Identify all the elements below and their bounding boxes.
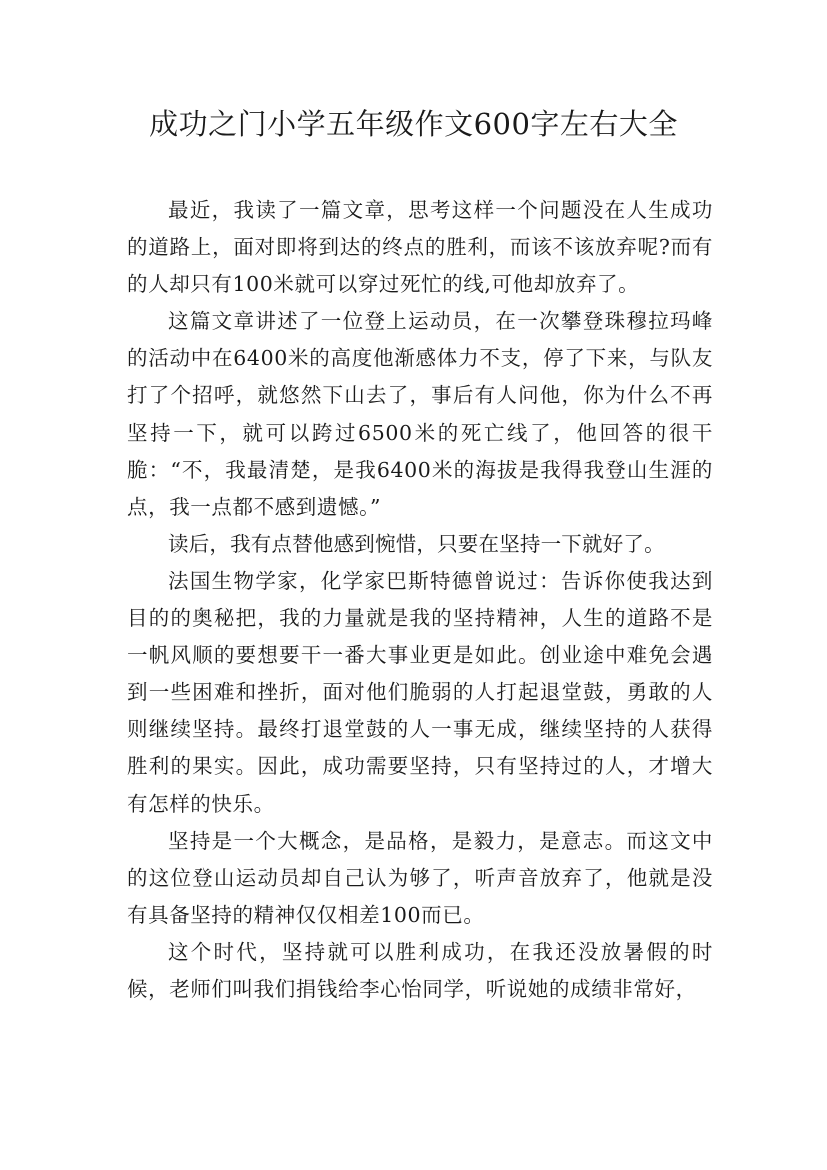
paragraph-4: 法国生物学家，化学家巴斯特德曾说过：告诉你使我达到目的的奥秘把，我的力量就是我的坚持精神，人生的道路不是一帆风顺的要想要干一番大事业更是如此。创业途中难免会遇到一些困难和挫折，面对他们脆弱的人打起退堂鼓，勇敢的人则继续坚持。最终打退堂鼓的人一事无成，继续坚持的人获得胜利的果实。因此，成功需要坚持，只有坚持过的人，才增大有怎样的快乐。: [127, 568, 713, 816]
paragraph-2: 这篇文章讲述了一位登上运动员，在一次攀登珠穆拉玛峰的活动中在6400米的高度他渐感体力不支，停了下来，与队友打了个招呼，就悠然下山去了，事后有人问他，你为什么不再坚持一下，就可以跨过6500米的死亡线了，他回答的很干脆：“不，我最清楚，是我6400米的海拔是我得我登山生涯的点，我一点都不感到遗憾。”: [127, 309, 713, 519]
paragraph-6: 这个时代，坚持就可以胜利成功，在我还没放暑假的时候，老师们叫我们捐钱给李心怡同学，听说她的成绩非常好，: [127, 939, 713, 1001]
document-title: 成功之门小学五年级作文600字左右大全: [149, 107, 678, 141]
document-body: [127, 192, 713, 1008]
paragraph-3: 读后，我有点替他感到惋惜，只要在坚持一下就好了。: [168, 531, 665, 556]
paragraph-5: 坚持是一个大概念，是品格，是毅力，是意志。而这文中的这位登山运动员却自己认为够了，听声音放弃了，他就是没有具备坚持的精神仅仅相差100而已。: [127, 828, 713, 927]
paragraph-1: 最近，我读了一篇文章，思考这样一个问题没在人生成功的道路上，面对即将到达的终点的胜利，而该不该放弃呢?而有的人却只有100米就可以穿过死忙的线,可他却放弃了。: [127, 198, 713, 297]
